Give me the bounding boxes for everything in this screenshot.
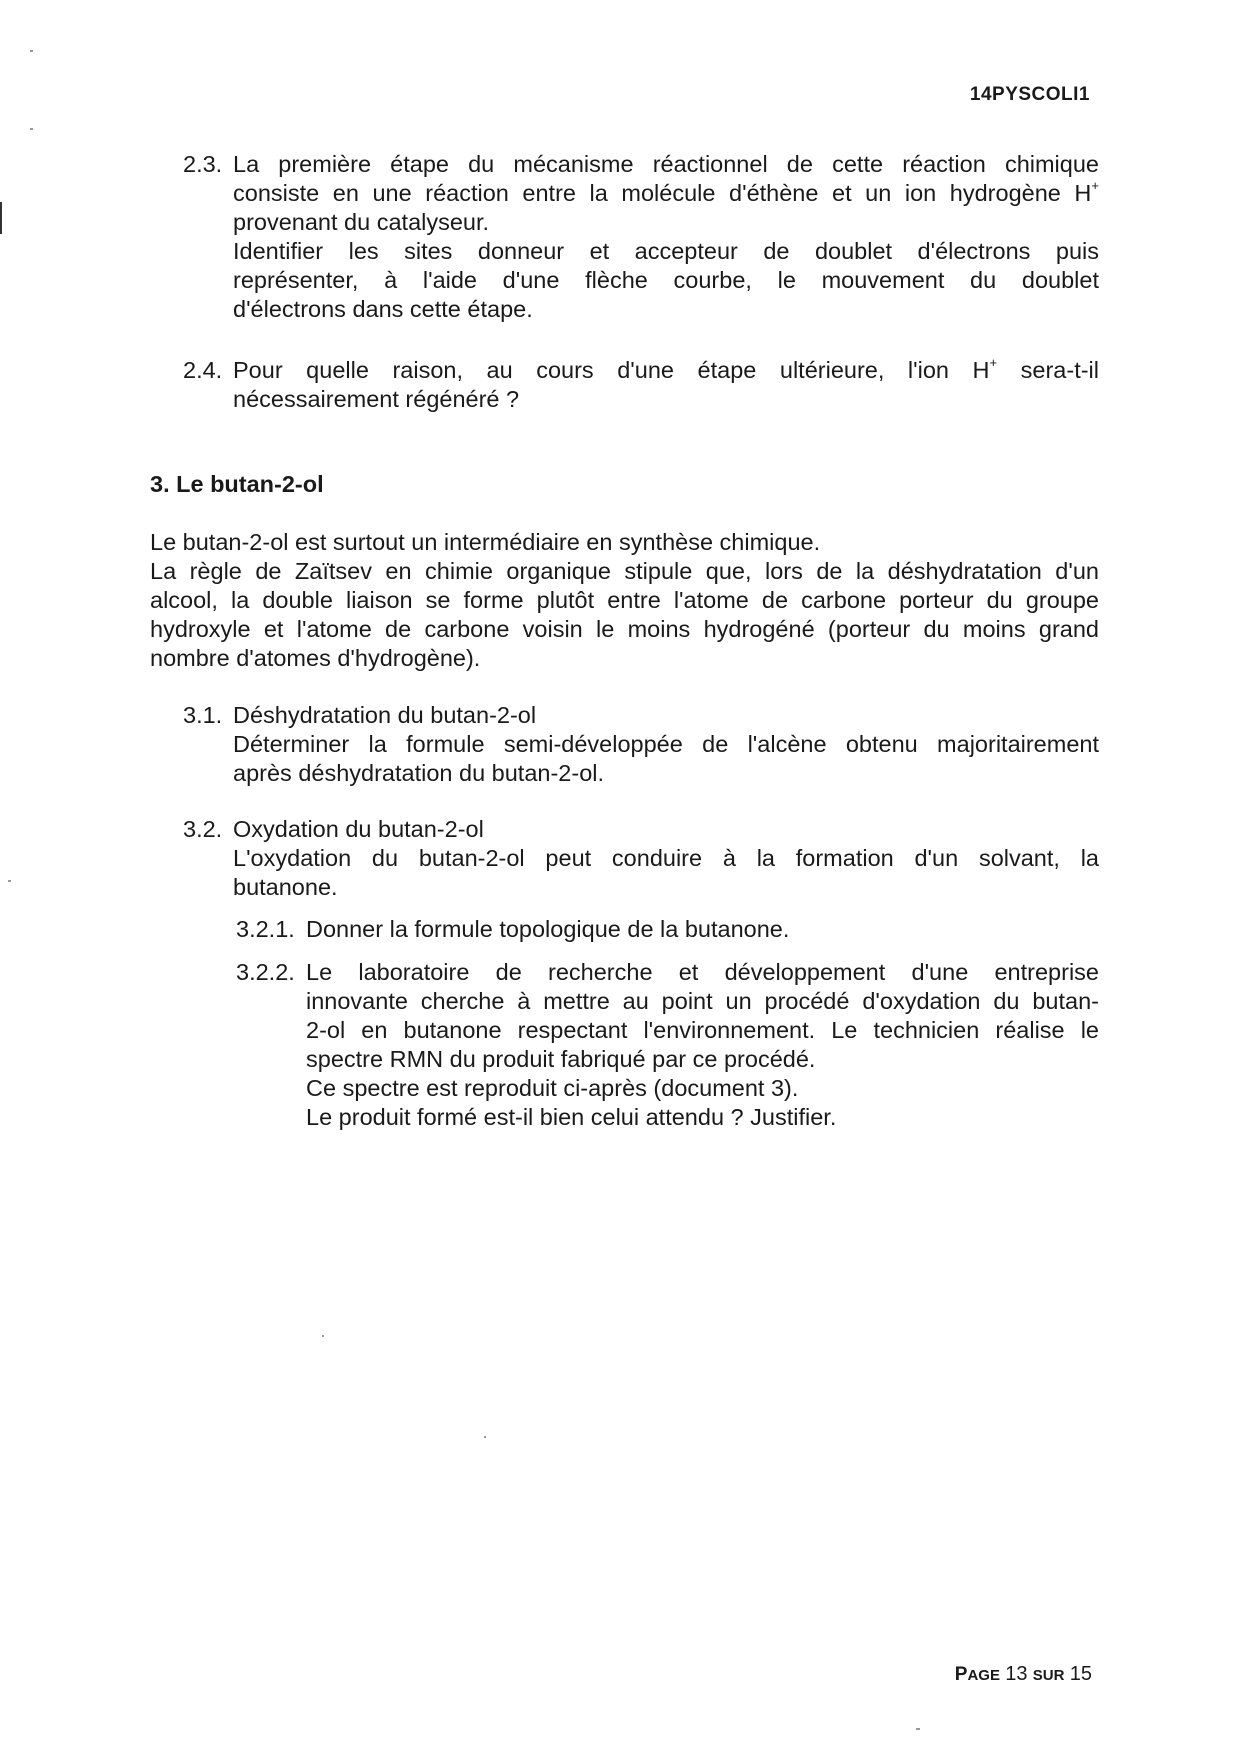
text-line: consiste en une réaction entre la molécule d'éthène et un ion hydrogène H+	[233, 178, 1099, 206]
superscript-plus: +	[1091, 178, 1099, 194]
text-line: Le produit formé est-il bien celui attendu ? Justifier.	[306, 1104, 837, 1130]
text-line: 2-ol en butanone respectant l'environnement. Le technicien réalise le	[306, 1017, 1099, 1043]
section-title: 3. Le butan-2-ol	[150, 471, 324, 497]
question-2-4	[183, 356, 1099, 414]
text-line: butanone.	[233, 874, 338, 900]
text-line: Identifier les sites donneur et accepteur de doublet d'électrons puis	[233, 238, 1099, 264]
text-line: nécessairement régénéré ?	[233, 386, 520, 412]
question-3-2	[183, 815, 1099, 902]
text-line: spectre RMN du produit fabriqué par ce procédé.	[306, 1046, 816, 1072]
scan-speck	[30, 50, 33, 52]
text-line: La première étape du mécanisme réactionnel de cette réaction chimique	[233, 151, 1099, 177]
scan-speck	[916, 1728, 920, 1730]
question-3-2-1	[236, 915, 1099, 944]
page-indicator: PAGE 13 SUR 15	[954, 1663, 1092, 1685]
scan-speck	[322, 1335, 324, 1337]
text-line: Donner la formule topologique de la butanone.	[306, 916, 790, 942]
question-number: 3.2.1.	[236, 916, 295, 942]
text-line: Déterminer la formule semi-développée de l'alcène obtenu majoritairement	[233, 731, 1099, 757]
text-line: innovante cherche à mettre au point un procédé d'oxydation du butan-	[306, 988, 1099, 1014]
question-3-1	[183, 701, 1099, 788]
text-line: après déshydratation du butan-2-ol.	[233, 760, 605, 786]
text-line: La règle de Zaïtsev en chimie organique stipule que, lors de la déshydratation d'un	[150, 558, 1099, 584]
page-total: 15	[1069, 1663, 1092, 1685]
question-2-3	[183, 150, 1099, 324]
scan-speck	[484, 1436, 486, 1438]
section-intro	[150, 528, 1099, 673]
question-title: Déshydratation du butan-2-ol	[233, 702, 537, 728]
text-line: hydroxyle et l'atome de carbone voisin le moins hydrogéné (porteur du moins grand	[150, 616, 1099, 642]
question-number: 3.2.	[183, 816, 223, 842]
scan-mark	[0, 202, 2, 234]
page-number: 13	[1005, 1663, 1028, 1685]
scan-speck	[8, 880, 11, 882]
question-number: 2.3.	[183, 151, 223, 177]
text-line: Ce spectre est reproduit ci-après (document 3).	[306, 1075, 799, 1101]
superscript-plus: +	[989, 355, 998, 371]
question-number: 3.1.	[183, 702, 223, 728]
text-line: nombre d'atomes d'hydrogène).	[150, 645, 481, 671]
text-line: provenant du catalyseur.	[233, 209, 490, 235]
text-line: Le butan-2-ol est surtout un intermédiaire en synthèse chimique.	[150, 529, 821, 555]
text-line: Le laboratoire de recherche et développement d'une entreprise	[306, 959, 1099, 985]
scan-speck	[30, 128, 33, 130]
text-line: alcool, la double liaison se forme plutôt entre l'atome de carbone porteur du groupe	[150, 587, 1099, 613]
text-line: L'oxydation du butan-2-ol peut conduire à la formation d'un solvant, la	[233, 845, 1099, 871]
question-title: Oxydation du butan-2-ol	[233, 816, 484, 842]
question-number: 2.4.	[183, 357, 223, 383]
text-line: Pour quelle raison, au cours d'une étape ultérieure, l'ion H+ sera-t-il	[233, 355, 1099, 383]
question-number: 3.2.2.	[236, 959, 295, 985]
question-3-2-2	[236, 958, 1099, 1132]
document-code: 14PYSCOLI1	[969, 84, 1090, 105]
text-line: représenter, à l'aide d'une flèche courbe, le mouvement du doublet	[233, 267, 1099, 293]
text-line: d'électrons dans cette étape.	[233, 296, 533, 322]
